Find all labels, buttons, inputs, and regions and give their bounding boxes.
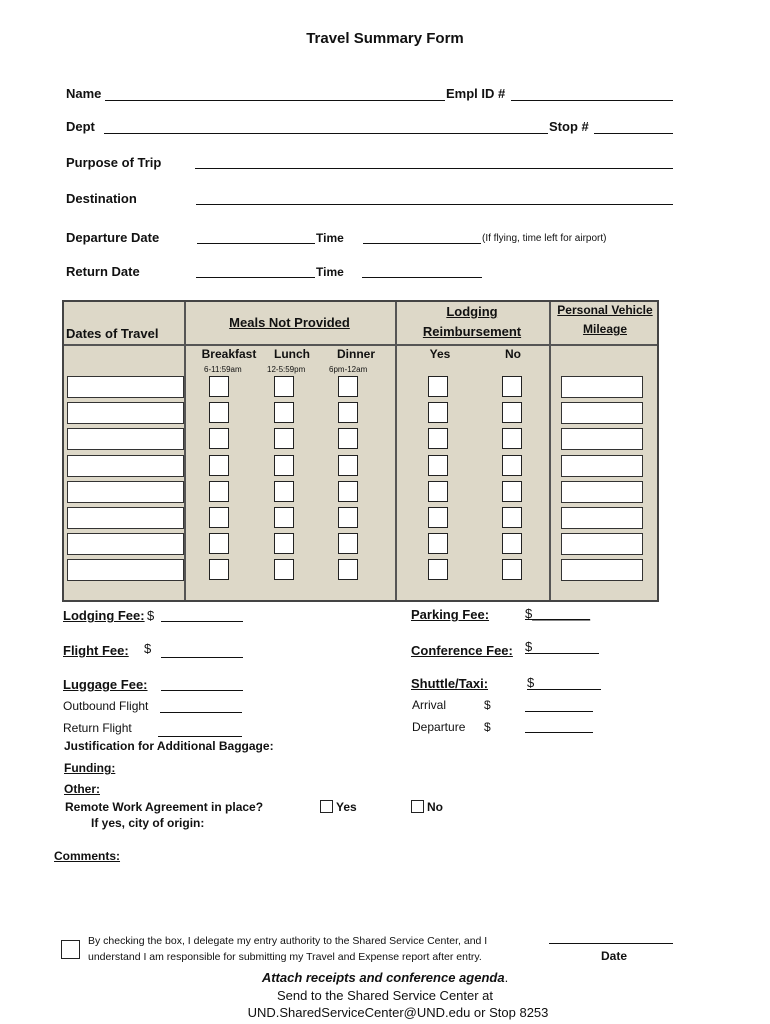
dates-of-travel-header: Dates of Travel [66,326,159,341]
lodging-yes-checkbox[interactable] [428,376,448,397]
empl-id-label: Empl ID # [446,86,506,101]
contact-email: UND.SharedServiceCenter@UND.edu or Stop 8253 [247,1005,549,1020]
dinner-checkbox[interactable] [338,376,358,397]
dinner-checkbox[interactable] [338,402,358,423]
lunch-header: Lunch [274,347,310,361]
travel-date-input[interactable] [67,376,184,398]
remote-work-label: Remote Work Agreement in place? [65,800,264,814]
return-date-label: Return Date [66,264,140,279]
breakfast-checkbox[interactable] [209,533,229,554]
breakfast-header: Breakfast [201,347,257,361]
return-flight-label: Return Flight [63,721,132,735]
dept-label: Dept [66,119,95,134]
conference-fee-dollar: $ [525,639,533,654]
remote-yes-checkbox[interactable] [320,800,333,813]
travel-date-input[interactable] [67,402,184,424]
breakfast-checkbox[interactable] [209,507,229,528]
meals-header: Meals Not Provided [229,315,350,330]
lunch-checkbox[interactable] [274,428,294,449]
lunch-checkbox[interactable] [274,402,294,423]
travel-date-input[interactable] [67,481,184,503]
mileage-header: Mileage [582,322,627,336]
stop-label: Stop # [549,119,589,134]
attach-note [0,970,770,985]
lodging-no-checkbox[interactable] [502,402,522,423]
breakfast-checkbox[interactable] [209,455,229,476]
dinner-header: Dinner [336,347,375,361]
lodging-yes-checkbox[interactable] [428,507,448,528]
remote-no-checkbox[interactable] [411,800,424,813]
col-divider [395,302,397,600]
lodging-fee-label: Lodging Fee: [63,608,145,623]
destination-label: Destination [66,191,137,206]
luggage-fee-label: Luggage Fee: [63,677,148,692]
name-label: Name [66,86,102,101]
arrival-field[interactable] [525,711,593,712]
lodging-yes-header: Yes [429,347,451,361]
lunch-checkbox[interactable] [274,481,294,502]
mileage-input[interactable] [561,376,643,398]
delegate-text-2: understand I am responsible for submitting my Travel and Expense report after entry. [88,951,482,963]
lunch-time: 12-5:59pm [267,365,306,374]
flight-fee-label: Flight Fee: [63,643,129,658]
luggage-fee-field[interactable] [161,690,243,691]
remote-no-label: No [427,800,443,814]
return-date-field[interactable] [196,277,315,278]
shuttle-field[interactable] [527,689,601,690]
destination-field[interactable] [196,204,673,205]
lodging-no-checkbox[interactable] [502,559,522,580]
lodging-no-checkbox[interactable] [502,507,522,528]
mileage-input[interactable] [561,428,643,450]
travel-date-input[interactable] [67,507,184,529]
mileage-input[interactable] [561,481,643,503]
shuttle-taxi-label: Shuttle/Taxi: [411,676,489,691]
departure-time-field[interactable] [363,243,481,244]
header-divider [64,344,657,346]
lunch-checkbox[interactable] [274,533,294,554]
return-time-label: Time [316,265,344,279]
departure-label: Departure [412,720,466,734]
send-to-text: Send to the Shared Service Center at [276,988,494,1003]
travel-date-input[interactable] [67,559,184,581]
mileage-input[interactable] [561,533,643,555]
stop-field[interactable] [594,133,673,134]
lodging-no-checkbox[interactable] [502,481,522,502]
travel-date-input[interactable] [67,455,184,477]
breakfast-checkbox[interactable] [209,402,229,423]
lodging-no-header: No [505,347,521,361]
lodging-fee-field[interactable] [161,621,243,622]
outbound-flight-field[interactable] [160,712,242,713]
city-of-origin-label: If yes, city of origin: [91,816,205,830]
dinner-checkbox[interactable] [338,455,358,476]
date-field[interactable] [549,943,673,944]
flight-fee-field[interactable] [161,657,243,658]
parking-fee-label: Parking Fee: [411,607,490,622]
funding-label: Funding: [64,761,116,775]
col-divider [549,302,551,600]
departure-time-label: Time [316,231,344,245]
lunch-checkbox[interactable] [274,455,294,476]
lodging-no-checkbox[interactable] [502,376,522,397]
departure-dollar: $ [484,720,491,734]
delegate-checkbox[interactable] [61,940,80,959]
empl-id-field[interactable] [511,100,673,101]
lodging-yes-checkbox[interactable] [428,559,448,580]
lunch-checkbox[interactable] [274,376,294,397]
lodging-no-checkbox[interactable] [502,455,522,476]
return-flight-field[interactable] [158,736,242,737]
date-label: Date [601,949,628,963]
lodging-no-checkbox[interactable] [502,533,522,554]
lodging-yes-checkbox[interactable] [428,455,448,476]
col-divider [184,302,186,600]
dinner-checkbox[interactable] [338,559,358,580]
reimbursement-header: Reimbursement [422,324,522,339]
mileage-input[interactable] [561,507,643,529]
purpose-field[interactable] [195,168,673,169]
arrival-label: Arrival [412,698,447,712]
other-label: Other: [64,782,100,796]
mileage-input[interactable] [561,402,643,424]
dept-field[interactable] [104,133,548,134]
name-field[interactable] [105,100,445,101]
breakfast-checkbox[interactable] [209,559,229,580]
lodging-fee-dollar: $ [147,608,155,623]
breakfast-time: 6-11:59am [204,365,242,374]
comments-label: Comments: [54,849,121,863]
lodging-yes-checkbox[interactable] [428,533,448,554]
flight-fee-dollar: $ [144,641,152,656]
shuttle-dollar: $ [527,675,535,690]
travel-date-input[interactable] [67,533,184,555]
mileage-input[interactable] [561,455,643,477]
return-time-field[interactable] [362,277,482,278]
lodging-header: Lodging [446,304,498,319]
departure-field[interactable] [525,732,593,733]
arrival-dollar: $ [484,698,491,712]
dinner-checkbox[interactable] [338,533,358,554]
lodging-yes-checkbox[interactable] [428,428,448,449]
breakfast-checkbox[interactable] [209,428,229,449]
remote-yes-label: Yes [336,800,357,814]
dinner-checkbox[interactable] [338,507,358,528]
breakfast-checkbox[interactable] [209,481,229,502]
parking-fee-dollar[interactable]: $________ [525,606,591,621]
dinner-checkbox[interactable] [338,428,358,449]
attach-period: . [504,970,509,985]
outbound-flight-label: Outbound Flight [63,699,149,713]
lunch-checkbox[interactable] [274,559,294,580]
conference-fee-field[interactable] [525,653,599,654]
vehicle-header: Personal Vehicle [557,303,653,317]
lodging-no-checkbox[interactable] [502,428,522,449]
justification-label: Justification for Additional Baggage: [64,739,274,753]
mileage-input[interactable] [561,559,643,581]
flying-note: (If flying, time left for airport) [482,233,607,244]
travel-table [62,300,659,602]
travel-date-input[interactable] [67,428,184,450]
purpose-label: Purpose of Trip [66,155,162,170]
page-title: Travel Summary Form [306,30,464,47]
attach-text: Attach receipts and conference agenda [261,970,505,985]
dinner-checkbox[interactable] [338,481,358,502]
conference-fee-label: Conference Fee: [411,643,513,658]
departure-date-field[interactable] [197,243,315,244]
lodging-yes-checkbox[interactable] [428,481,448,502]
lodging-yes-checkbox[interactable] [428,402,448,423]
departure-date-label: Departure Date [66,230,160,245]
delegate-text-1: By checking the box, I delegate my entry authority to the Shared Service Center, and I [88,935,488,947]
dinner-time: 6pm-12am [329,365,368,374]
lunch-checkbox[interactable] [274,507,294,528]
breakfast-checkbox[interactable] [209,376,229,397]
